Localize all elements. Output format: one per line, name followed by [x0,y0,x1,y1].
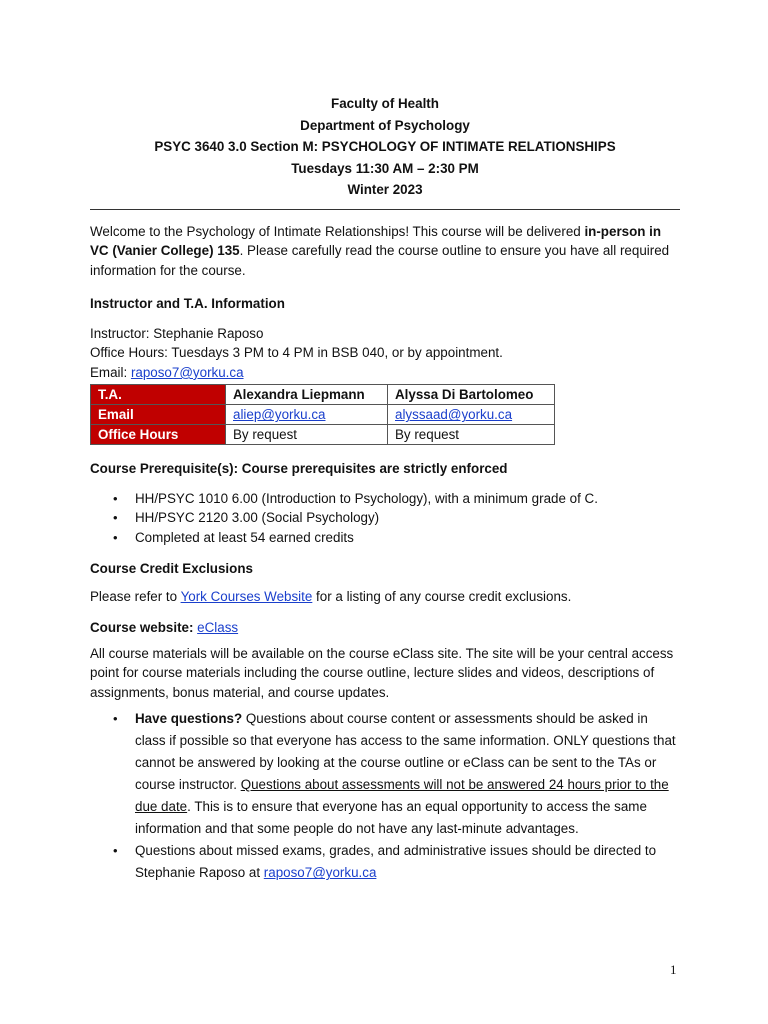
ta-table [90,384,555,445]
york-courses-link[interactable]: York Courses Website [180,588,313,604]
table-row [91,385,555,405]
ta2-email-link[interactable]: alyssaad@yorku.ca [395,407,513,423]
course-term: Winter 2023 [347,182,423,198]
questions-text: Questions about course content or assessments should be asked in class if possible so that everyone has access to the same information. ONLY questions that cannot be answered by looking at the course outline or eClass can be sent to the TAs or course instructor. [135,711,676,793]
table-row [91,405,555,425]
list-item: • HH/PSYC 1010 6.00 (Introduction to Psychology), with a minimum grade of C. [135,489,680,509]
page-number: 1 [670,962,677,977]
exclusions-text-end: for a listing of any course credit exclusions. [312,588,572,604]
have-questions-label: Have questions? [135,711,243,727]
row-label-office-hours: Office Hours [91,425,226,445]
welcome-text: Welcome to the Psychology of Intimate Relationships! This course will be delivered [90,223,585,239]
exclusions-paragraph [90,587,680,607]
ta1-office-hours: By request [226,425,388,445]
prerequisites-list [90,489,680,548]
exclusions-text: Please refer to [90,588,181,604]
course-schedule: Tuesdays 11:30 AM – 2:30 PM [291,160,479,176]
ta1-name: Alexandra Liepmann [226,385,388,405]
course-title: PSYC 3640 3.0 Section M: PSYCHOLOGY OF INTIMATE RELATIONSHIPS [154,139,616,155]
instructor-email-line [90,363,680,383]
instructor-info [90,324,680,383]
list-item [135,708,680,840]
document-page [90,93,680,884]
instructor-heading: Instructor and T.A. Information [90,296,285,312]
office-hours-line: Office Hours: Tuesdays 3 PM to 4 PM in BSB 040, or by appointment. [90,345,503,361]
ta2-email-cell [388,405,555,425]
header-divider [90,209,680,210]
prerequisites-heading: Course Prerequisite(s): Course prerequisites are strictly enforced [90,461,508,477]
welcome-location: in-person in VC (Vanier College) 135 [90,223,662,259]
list-item: • Completed at least 54 earned credits [135,528,680,548]
instructor-email-link-2[interactable]: raposo7@yorku.ca [263,865,377,881]
welcome-paragraph [90,222,680,281]
course-website-heading [90,618,680,638]
document-header [90,93,680,201]
ta2-name: Alyssa Di Bartolomeo [388,385,555,405]
list-item: • HH/PSYC 2120 3.00 (Social Psychology) [135,508,680,528]
ta2-office-hours: By request [388,425,555,445]
faculty-title: Faculty of Health [331,96,439,111]
department-title: Department of Psychology [300,117,470,133]
table-row [91,425,555,445]
website-description: All course materials will be available on the course eClass site. The site will be your central access point for course materials including the course outline, lecture slides and videos, descriptions of assignments, bonus material, and course updates. [90,645,674,700]
admin-questions-text: Questions about missed exams, grades, and administrative issues should be directed to Stephanie Raposo at [135,843,657,881]
row-label-ta: T.A. [91,385,226,405]
instructor-line: Instructor: Stephanie Raposo [90,325,264,341]
ta1-email-cell [226,405,388,425]
list-item [135,840,680,884]
course-website-label: Course website: [90,620,198,636]
row-label-email: Email [91,405,226,425]
eclass-link[interactable]: eClass [197,620,239,636]
ta1-email-link[interactable]: aliep@yorku.ca [233,407,326,423]
welcome-text-end: . Please carefully read the course outline to ensure you have all required information for the course. [90,243,670,278]
questions-list [90,708,680,884]
questions-text-end: . This is to ensure that everyone has an equal opportunity to access the same information and that some people do not have any last-minute advantages. [135,799,647,837]
instructor-email-link[interactable]: raposo7@yorku.ca [130,364,244,380]
email-label: Email: [90,364,131,380]
exclusions-heading: Course Credit Exclusions [90,561,253,577]
questions-deadline-note: Questions about assessments will not be answered 24 hours prior to the due date [135,777,669,815]
